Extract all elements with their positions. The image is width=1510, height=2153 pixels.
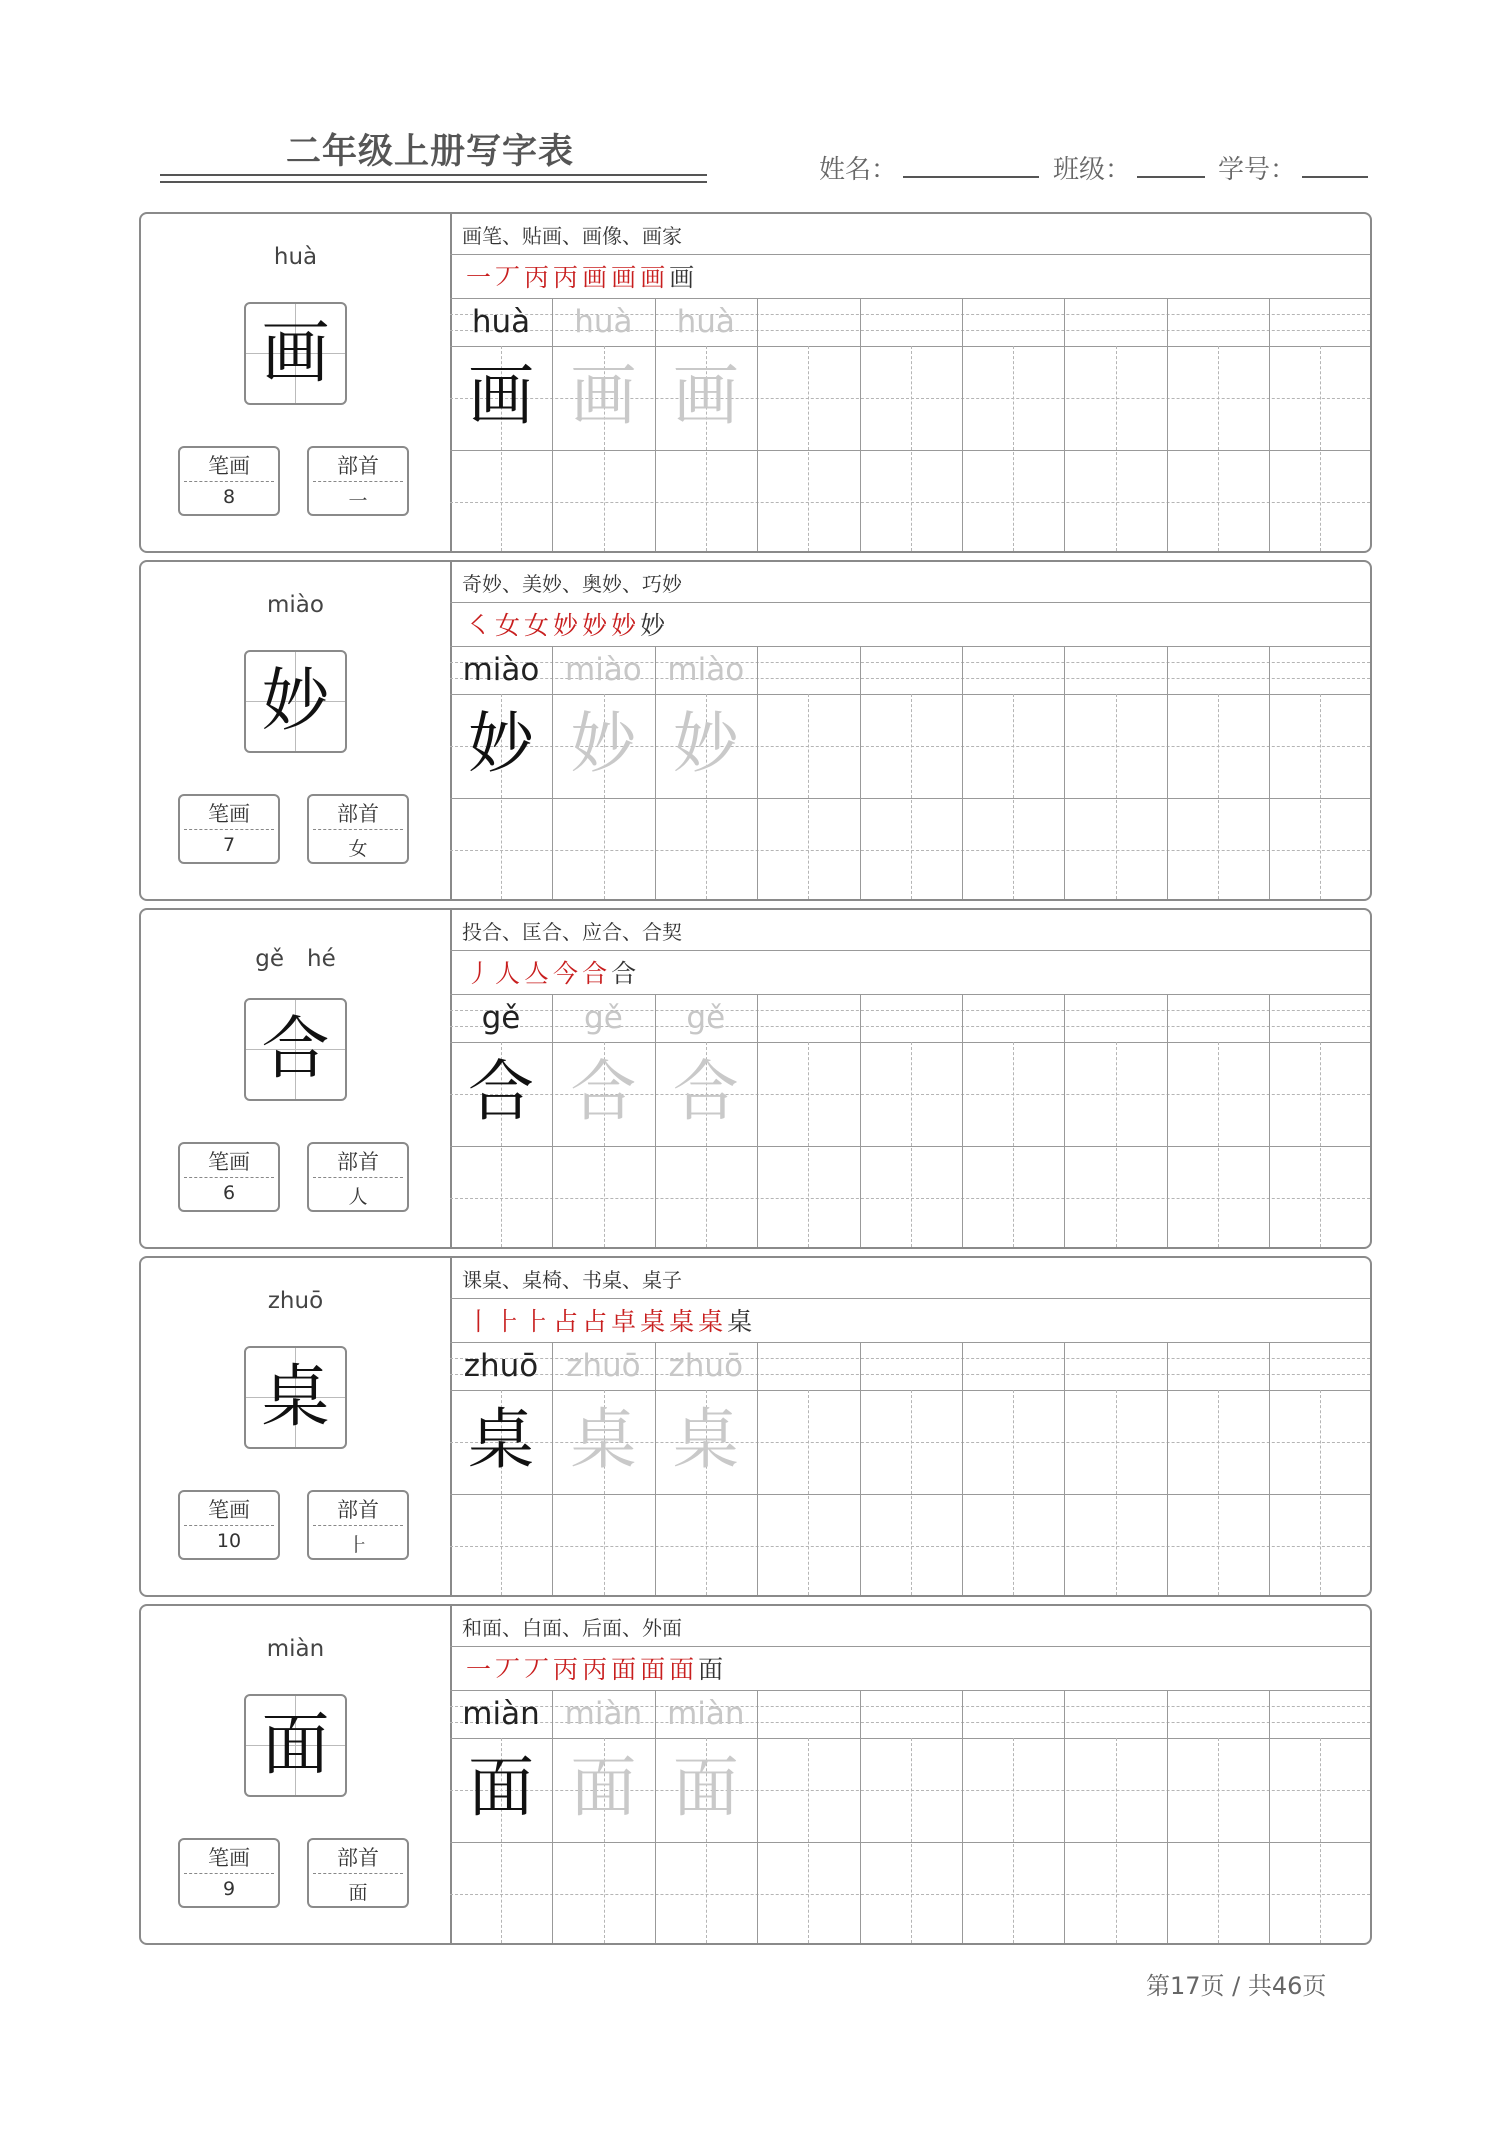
stroke-order-step: ⺊ bbox=[495, 1307, 521, 1336]
character-card bbox=[139, 1256, 1372, 1597]
stroke-order-step: 人 bbox=[495, 959, 521, 988]
stroke-order bbox=[466, 1302, 756, 1342]
guide-line bbox=[808, 1042, 809, 1247]
guide-line bbox=[1218, 694, 1219, 899]
class-field[interactable] bbox=[1053, 148, 1205, 186]
guide-line bbox=[1013, 694, 1014, 899]
stroke-order-step: 桌 bbox=[727, 1307, 753, 1336]
divider bbox=[313, 1873, 403, 1874]
stroke-order-step: 妙 bbox=[553, 611, 579, 640]
guide-line bbox=[1320, 1390, 1321, 1595]
guide-line bbox=[808, 1390, 809, 1595]
guide-line bbox=[1116, 1042, 1117, 1247]
character-pinyin: zhuō bbox=[267, 1288, 324, 1314]
radical-value: ⺊ bbox=[348, 1534, 368, 1556]
character-trace: 面 bbox=[672, 1749, 739, 1826]
character-trace: 合 bbox=[570, 1053, 637, 1130]
stroke-order-step: ⺊ bbox=[524, 1307, 550, 1336]
guide-line bbox=[1116, 694, 1117, 899]
grid-line bbox=[962, 646, 963, 899]
stroke-order-step: 女 bbox=[495, 611, 521, 640]
character-sample: 面 bbox=[468, 1749, 534, 1826]
stroke-count-value: 6 bbox=[222, 1182, 236, 1204]
grid-line bbox=[1064, 1342, 1065, 1595]
character-trace: 妙 bbox=[672, 705, 739, 782]
word-list: 和面、白面、后面、外面 bbox=[462, 1616, 682, 1640]
stroke-order-step: 妙 bbox=[582, 611, 608, 640]
stroke-order-step: 亼 bbox=[524, 959, 550, 988]
character-card bbox=[139, 212, 1372, 553]
grid-line bbox=[962, 1342, 963, 1595]
writing-grid[interactable] bbox=[450, 1342, 1370, 1595]
stroke-order-step: 丙 bbox=[524, 263, 550, 292]
stroke-count-label: 笔画 bbox=[208, 1846, 250, 1870]
character-trace: 面 bbox=[570, 1749, 637, 1826]
character-info-panel bbox=[141, 214, 452, 551]
word-list: 画笔、贴画、画像、画家 bbox=[462, 224, 682, 248]
grid-line bbox=[860, 1342, 861, 1595]
stroke-order-step: 面 bbox=[698, 1655, 724, 1684]
stroke-order bbox=[466, 1650, 727, 1690]
pinyin-sample: zhuō bbox=[463, 1348, 539, 1384]
grid-line bbox=[962, 298, 963, 551]
radical-box bbox=[307, 446, 409, 516]
stroke-order-step: 面 bbox=[640, 1655, 666, 1684]
guide-line bbox=[1320, 1738, 1321, 1943]
guide-line bbox=[1218, 346, 1219, 551]
stroke-order-step: 丆 bbox=[524, 1655, 550, 1684]
grid-line bbox=[1167, 298, 1168, 551]
stroke-order-step: 丙 bbox=[553, 263, 579, 292]
stroke-count-value: 7 bbox=[222, 834, 236, 856]
guide-line bbox=[1218, 1042, 1219, 1247]
stroke-count-box bbox=[178, 1838, 280, 1908]
guide-line bbox=[1116, 1738, 1117, 1943]
character-card bbox=[139, 908, 1372, 1249]
grid-line bbox=[860, 646, 861, 899]
stroke-order bbox=[466, 606, 669, 646]
grid-line bbox=[1167, 646, 1168, 899]
pinyin-trace: gě bbox=[584, 1000, 623, 1036]
divider bbox=[184, 481, 274, 482]
grid-line bbox=[1064, 994, 1065, 1247]
practice-panel bbox=[450, 910, 1370, 1247]
stroke-order-step: 丙 bbox=[582, 1655, 608, 1684]
pinyin-sample: miào bbox=[462, 652, 540, 688]
guide-line bbox=[1013, 1042, 1014, 1247]
character-trace: 画 bbox=[570, 357, 637, 434]
guide-line bbox=[1320, 1042, 1321, 1247]
stroke-count-box bbox=[178, 1490, 280, 1560]
stroke-order-step: 女 bbox=[524, 611, 550, 640]
grid-line bbox=[1167, 1342, 1168, 1595]
pinyin-trace: zhuō bbox=[566, 1348, 641, 1384]
stroke-count-label: 笔画 bbox=[208, 454, 250, 478]
character-glyph: 合 bbox=[261, 1010, 330, 1089]
stroke-count-value: 10 bbox=[216, 1530, 242, 1552]
grid-line bbox=[860, 994, 861, 1247]
stroke-order-step: 画 bbox=[611, 263, 637, 292]
grid-line bbox=[1269, 298, 1270, 551]
pinyin-trace: zhuō bbox=[668, 1348, 744, 1384]
stroke-order-step: 画 bbox=[582, 263, 608, 292]
practice-panel bbox=[450, 1258, 1370, 1595]
stroke-order-step: ㇛ bbox=[466, 611, 492, 640]
word-list: 奇妙、美妙、奥妙、巧妙 bbox=[462, 572, 682, 596]
character-trace: 画 bbox=[672, 357, 739, 434]
character-info-panel bbox=[141, 910, 452, 1247]
guide-line bbox=[1116, 346, 1117, 551]
stroke-order-step: 合 bbox=[582, 959, 608, 988]
practice-panel bbox=[450, 1606, 1370, 1943]
stroke-order-step: 今 bbox=[553, 959, 579, 988]
radical-box bbox=[307, 1838, 409, 1908]
divider bbox=[313, 1525, 403, 1526]
radical-label: 部首 bbox=[337, 802, 379, 826]
stroke-count-value: 8 bbox=[222, 486, 236, 508]
guide-line bbox=[808, 346, 809, 551]
student-number-blank[interactable] bbox=[1302, 148, 1368, 178]
divider bbox=[450, 1646, 1370, 1647]
divider bbox=[184, 1525, 274, 1526]
character-glyph: 画 bbox=[261, 314, 330, 393]
stroke-order-step: 占 bbox=[582, 1307, 608, 1336]
grid-line bbox=[1167, 994, 1168, 1247]
radical-value: 女 bbox=[348, 838, 368, 860]
page-title: 二年级上册写字表 bbox=[286, 132, 575, 172]
stroke-order bbox=[466, 258, 698, 298]
character-box bbox=[244, 1346, 347, 1449]
stroke-count-box bbox=[178, 794, 280, 864]
divider bbox=[450, 1298, 1370, 1299]
title-underline-second bbox=[160, 181, 707, 183]
grid-line bbox=[1064, 298, 1065, 551]
pinyin-trace: miàn bbox=[564, 1696, 643, 1732]
stroke-count-label: 笔画 bbox=[208, 1498, 250, 1522]
guide-line bbox=[1013, 1738, 1014, 1943]
stroke-order-step: 画 bbox=[640, 263, 666, 292]
class-label: 班级： bbox=[1053, 155, 1132, 185]
character-sample: 妙 bbox=[468, 705, 534, 782]
grid-line bbox=[757, 298, 758, 551]
class-blank[interactable] bbox=[1137, 148, 1205, 178]
stroke-count-box bbox=[178, 446, 280, 516]
guide-line bbox=[808, 694, 809, 899]
character-box bbox=[244, 998, 347, 1101]
radical-label: 部首 bbox=[337, 1150, 379, 1174]
character-glyph: 妙 bbox=[261, 662, 330, 741]
character-trace: 合 bbox=[672, 1053, 739, 1130]
guide-line bbox=[911, 694, 912, 899]
stroke-order-step: 丆 bbox=[495, 263, 521, 292]
radical-label: 部首 bbox=[337, 454, 379, 478]
grid-line bbox=[757, 994, 758, 1247]
stroke-order-step: 丆 bbox=[495, 1655, 521, 1684]
pinyin-sample: huà bbox=[471, 304, 531, 340]
character-sample: 桌 bbox=[468, 1401, 534, 1478]
writing-grid[interactable] bbox=[450, 298, 1370, 551]
divider bbox=[450, 602, 1370, 603]
guide-line bbox=[1013, 1390, 1014, 1595]
writing-grid[interactable] bbox=[450, 646, 1370, 899]
radical-label: 部首 bbox=[337, 1846, 379, 1870]
grid-line bbox=[1064, 646, 1065, 899]
character-info-panel bbox=[141, 1606, 452, 1943]
radical-box bbox=[307, 794, 409, 864]
radical-value: 人 bbox=[348, 1186, 368, 1208]
divider bbox=[184, 1177, 274, 1178]
radical-box bbox=[307, 1142, 409, 1212]
guide-line bbox=[911, 1738, 912, 1943]
stroke-order-step: 一 bbox=[466, 263, 492, 292]
stroke-order-step: 一 bbox=[466, 1655, 492, 1684]
character-box bbox=[244, 650, 347, 753]
writing-grid[interactable] bbox=[450, 994, 1370, 1247]
character-sample: 合 bbox=[468, 1053, 534, 1130]
stroke-order-step: 合 bbox=[611, 959, 637, 988]
guide-line bbox=[1013, 346, 1014, 551]
grid-line bbox=[757, 646, 758, 899]
grid-line bbox=[757, 1690, 758, 1943]
stroke-count-box bbox=[178, 1142, 280, 1212]
grid-line bbox=[860, 298, 861, 551]
stroke-count-label: 笔画 bbox=[208, 1150, 250, 1174]
stroke-order-step: 丿 bbox=[466, 959, 492, 988]
word-list: 投合、匡合、应合、合契 bbox=[462, 920, 682, 944]
stroke-count-label: 笔画 bbox=[208, 802, 250, 826]
character-pinyin: gě hé bbox=[255, 946, 336, 972]
grid-line bbox=[1167, 1690, 1168, 1943]
character-card bbox=[139, 560, 1372, 901]
stroke-count-value: 9 bbox=[222, 1878, 236, 1900]
stroke-order-step: 妙 bbox=[611, 611, 637, 640]
stroke-order bbox=[466, 954, 640, 994]
character-pinyin: huà bbox=[273, 244, 318, 270]
guide-line bbox=[1116, 1390, 1117, 1595]
guide-line bbox=[1218, 1390, 1219, 1595]
guide-line bbox=[911, 1042, 912, 1247]
stroke-order-step: 占 bbox=[553, 1307, 579, 1336]
stroke-order-step: 丨 bbox=[466, 1307, 492, 1336]
character-info-panel bbox=[141, 562, 452, 899]
divider bbox=[184, 1873, 274, 1874]
stroke-order-step: 面 bbox=[611, 1655, 637, 1684]
stroke-order-step: 妙 bbox=[640, 611, 666, 640]
grid-line bbox=[962, 994, 963, 1247]
writing-grid[interactable] bbox=[450, 1690, 1370, 1943]
character-trace: 桌 bbox=[672, 1401, 739, 1478]
guide-line bbox=[808, 1738, 809, 1943]
character-pinyin: miàn bbox=[266, 1636, 325, 1662]
character-pinyin: miào bbox=[267, 592, 324, 618]
grid-line bbox=[757, 1342, 758, 1595]
title-underline bbox=[160, 174, 707, 176]
pinyin-trace: huà bbox=[676, 304, 735, 340]
student-number-field[interactable] bbox=[1218, 148, 1368, 186]
radical-value: 一 bbox=[348, 490, 368, 512]
divider bbox=[313, 481, 403, 482]
character-trace: 桌 bbox=[570, 1401, 637, 1478]
pinyin-sample: gě bbox=[481, 1000, 521, 1036]
name-blank[interactable] bbox=[903, 148, 1039, 178]
pinyin-sample: miàn bbox=[462, 1696, 540, 1732]
stroke-order-step: 画 bbox=[669, 263, 695, 292]
name-label: 姓名： bbox=[819, 155, 898, 185]
divider bbox=[313, 829, 403, 830]
grid-line bbox=[1269, 646, 1270, 899]
practice-panel bbox=[450, 214, 1370, 551]
stroke-order-step: 桌 bbox=[669, 1307, 695, 1336]
pinyin-trace: gě bbox=[686, 1000, 726, 1036]
pinyin-trace: miào bbox=[667, 652, 745, 688]
guide-line bbox=[1218, 1738, 1219, 1943]
guide-line bbox=[1320, 346, 1321, 551]
character-glyph: 桌 bbox=[261, 1358, 330, 1437]
radical-box bbox=[307, 1490, 409, 1560]
student-number-label: 学号： bbox=[1218, 155, 1297, 185]
page-footer: 第17页 / 共46页 bbox=[1146, 1972, 1327, 2000]
guide-line bbox=[1320, 694, 1321, 899]
pinyin-trace: miàn bbox=[667, 1696, 745, 1732]
guide-line bbox=[911, 1390, 912, 1595]
grid-line bbox=[860, 1690, 861, 1943]
character-card bbox=[139, 1604, 1372, 1945]
divider bbox=[313, 1177, 403, 1178]
word-list: 课桌、桌椅、书桌、桌子 bbox=[462, 1268, 682, 1292]
stroke-order-step: 桌 bbox=[640, 1307, 666, 1336]
character-sample: 画 bbox=[468, 357, 534, 434]
grid-line bbox=[962, 1690, 963, 1943]
character-trace: 妙 bbox=[570, 705, 637, 782]
guide-line bbox=[911, 346, 912, 551]
divider bbox=[450, 950, 1370, 951]
grid-line bbox=[1064, 1690, 1065, 1943]
name-field[interactable] bbox=[819, 148, 1039, 186]
pinyin-trace: huà bbox=[574, 304, 633, 340]
divider bbox=[450, 254, 1370, 255]
grid-line bbox=[1269, 1690, 1270, 1943]
grid-line bbox=[1269, 1342, 1270, 1595]
character-box bbox=[244, 1694, 347, 1797]
grid-line bbox=[1269, 994, 1270, 1247]
pinyin-trace: miào bbox=[565, 652, 642, 688]
character-box bbox=[244, 302, 347, 405]
stroke-order-step: 桌 bbox=[698, 1307, 724, 1336]
stroke-order-step: 卓 bbox=[611, 1307, 637, 1336]
stroke-order-step: 面 bbox=[669, 1655, 695, 1684]
radical-label: 部首 bbox=[337, 1498, 379, 1522]
radical-value: 面 bbox=[348, 1882, 368, 1904]
character-glyph: 面 bbox=[261, 1706, 330, 1785]
character-info-panel bbox=[141, 1258, 452, 1595]
stroke-order-step: 丙 bbox=[553, 1655, 579, 1684]
practice-panel bbox=[450, 562, 1370, 899]
divider bbox=[184, 829, 274, 830]
